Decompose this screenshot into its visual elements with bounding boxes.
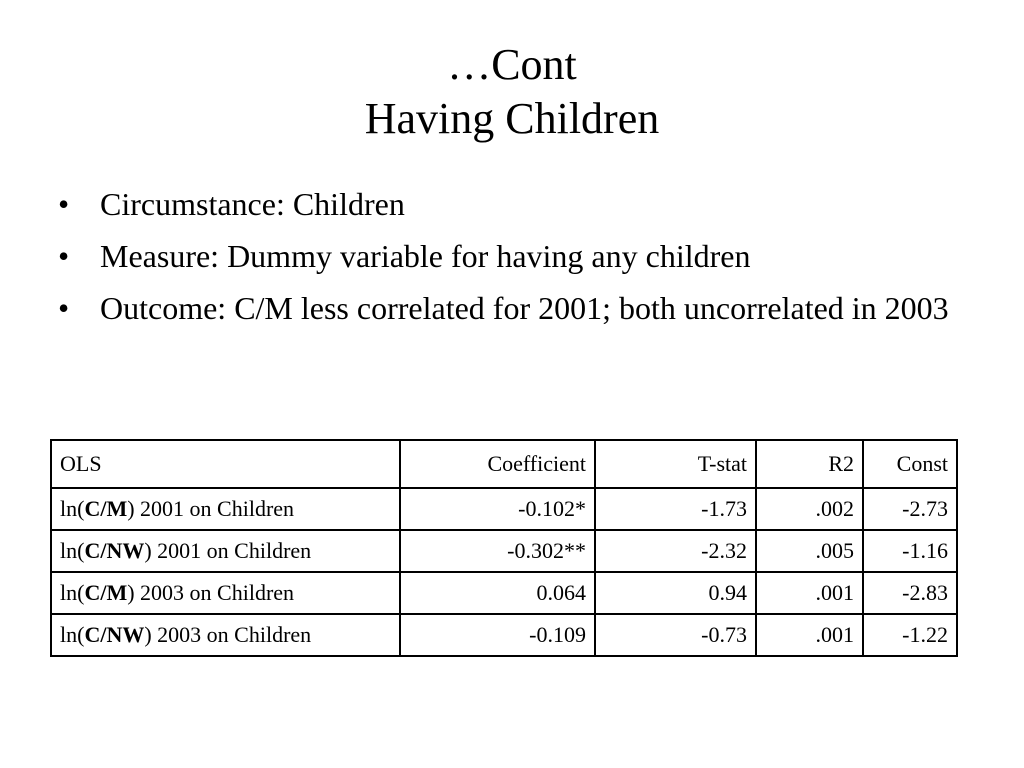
table-row: [51, 530, 957, 572]
ols-results-table: [50, 439, 958, 657]
r2-cell: .002: [756, 488, 863, 530]
label-ratio: C/M: [84, 496, 128, 521]
bullet-dot-icon: •: [58, 290, 70, 326]
label-prefix: ln(: [60, 496, 85, 521]
tstat-cell: -1.73: [595, 488, 756, 530]
bullet-dot-icon: •: [58, 238, 70, 274]
table-row: [51, 572, 957, 614]
slide-title: [0, 38, 1024, 146]
r2-cell: .005: [756, 530, 863, 572]
label-suffix: ) 2001 on Children: [144, 538, 312, 563]
table-header-row: [51, 440, 957, 488]
label-suffix: ) 2001 on Children: [127, 496, 295, 521]
bullet-dot-icon: •: [58, 186, 70, 222]
header-cell-r2: R2: [756, 440, 863, 488]
coefficient-cell: -0.102*: [400, 488, 595, 530]
coefficient-cell: -0.109: [400, 614, 595, 656]
header-cell-ols: OLS: [51, 440, 400, 488]
row-label: [51, 488, 400, 530]
label-ratio: C/NW: [84, 538, 145, 563]
const-cell: -1.22: [863, 614, 957, 656]
bullet-item: [58, 286, 958, 331]
results-table-container: [50, 439, 958, 657]
label-prefix: ln(: [60, 622, 85, 647]
bullet-list: [58, 182, 958, 338]
header-cell-tstat: T-stat: [595, 440, 756, 488]
label-prefix: ln(: [60, 580, 85, 605]
table-row: [51, 614, 957, 656]
r2-cell: .001: [756, 614, 863, 656]
bullet-item: [58, 182, 958, 227]
label-prefix: ln(: [60, 538, 85, 563]
coefficient-cell: 0.064: [400, 572, 595, 614]
title-line-1: …Cont: [447, 40, 577, 89]
r2-cell: .001: [756, 572, 863, 614]
const-cell: -1.16: [863, 530, 957, 572]
title-line-2: Having Children: [364, 94, 660, 143]
bullet-text: Measure: Dummy variable for having any children: [100, 238, 751, 274]
label-suffix: ) 2003 on Children: [144, 622, 312, 647]
coefficient-cell: -0.302**: [400, 530, 595, 572]
label-suffix: ) 2003 on Children: [127, 580, 295, 605]
const-cell: -2.73: [863, 488, 957, 530]
tstat-cell: -0.73: [595, 614, 756, 656]
row-label: [51, 614, 400, 656]
header-cell-coefficient: Coefficient: [400, 440, 595, 488]
const-cell: -2.83: [863, 572, 957, 614]
bullet-text: Circumstance: Children: [100, 186, 405, 222]
bullet-text: Outcome: C/M less correlated for 2001; both uncorrelated in 2003: [100, 290, 949, 326]
row-label: [51, 572, 400, 614]
header-cell-const: Const: [863, 440, 957, 488]
table-row: [51, 488, 957, 530]
label-ratio: C/M: [84, 580, 128, 605]
row-label: [51, 530, 400, 572]
label-ratio: C/NW: [84, 622, 145, 647]
tstat-cell: -2.32: [595, 530, 756, 572]
bullet-item: [58, 234, 958, 279]
tstat-cell: 0.94: [595, 572, 756, 614]
